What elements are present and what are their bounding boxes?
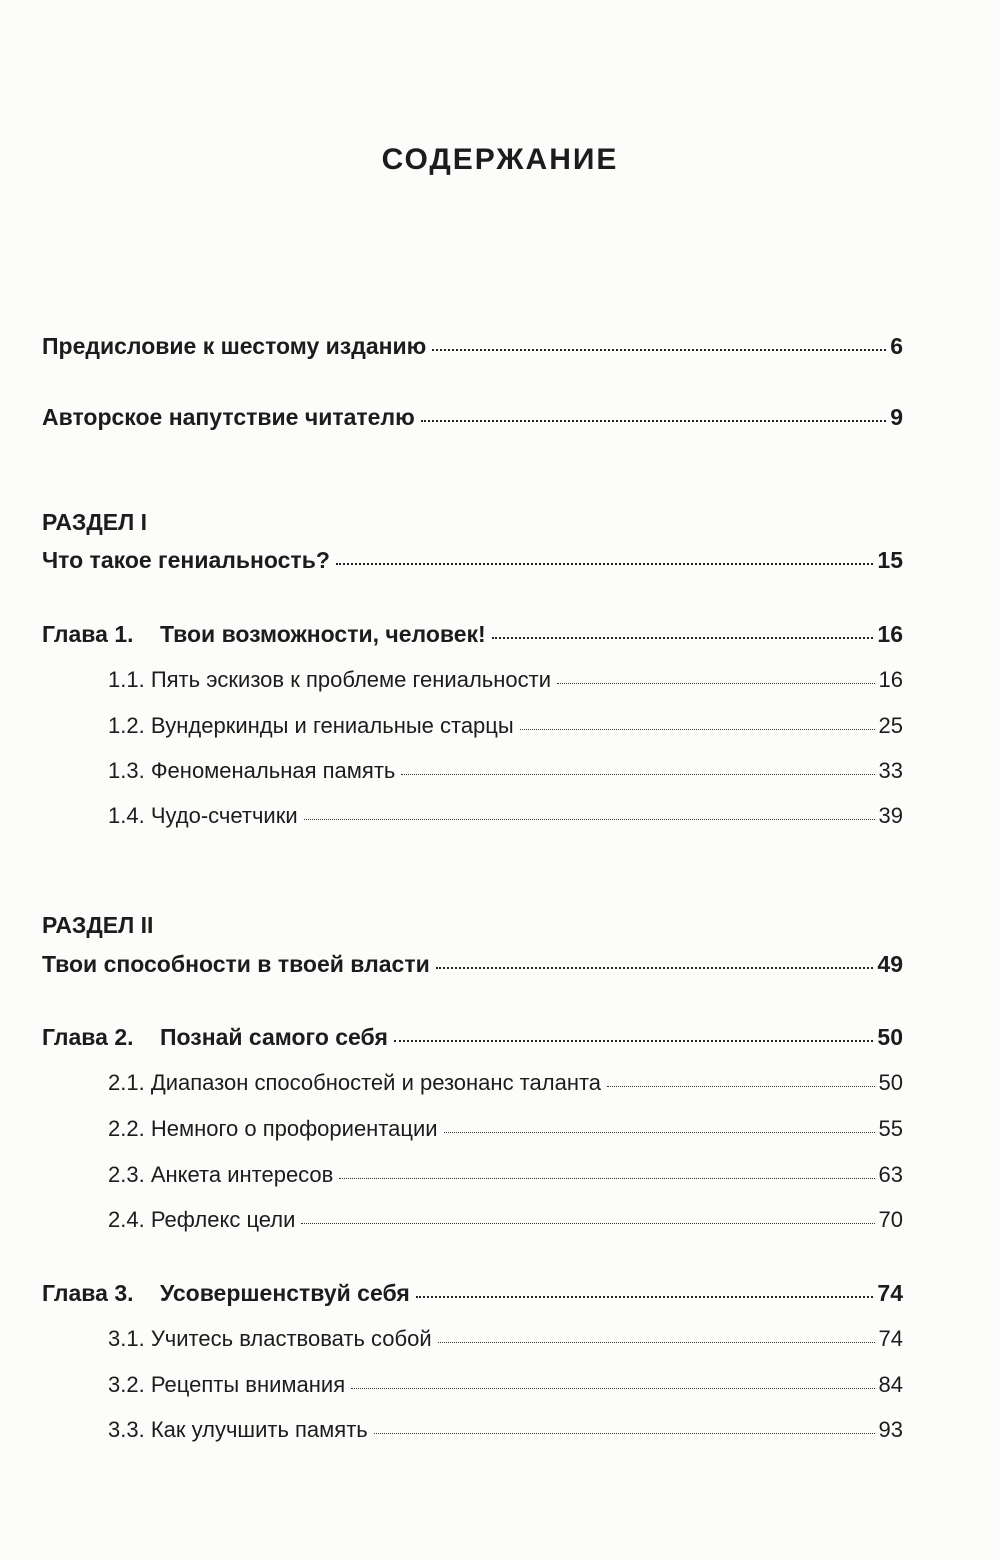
chapter-title: Твои возможности, человек! xyxy=(160,621,486,647)
toc-entry-chapter-2[interactable] xyxy=(42,1024,903,1051)
dot-leader xyxy=(401,774,874,775)
toc-entry-section-2[interactable] xyxy=(42,951,903,978)
subsection-number: 2.1. xyxy=(108,1070,145,1095)
toc-entry-label xyxy=(108,758,395,784)
subsection-number: 2.3. xyxy=(108,1162,145,1187)
toc-entry-2-3[interactable] xyxy=(108,1162,903,1188)
dot-leader xyxy=(607,1086,874,1087)
subsection-number: 1.3. xyxy=(108,758,145,783)
toc-entry-page: 15 xyxy=(877,547,903,573)
dot-leader xyxy=(436,967,874,969)
toc-entry-1-4[interactable] xyxy=(108,803,903,829)
toc-entry-page: 63 xyxy=(878,1162,903,1187)
chapter-title: Усовершенствуй себя xyxy=(160,1280,410,1306)
toc-entry-label: Предисловие к шестому изданию xyxy=(42,333,427,359)
chapter-number: Глава 2. xyxy=(42,1024,134,1050)
section-heading-2: РАЗДЕЛ II xyxy=(42,912,154,938)
dot-leader xyxy=(416,1296,874,1298)
subsection-title: Рецепты внимания xyxy=(150,1372,346,1397)
subsection-number: 1.2. xyxy=(108,713,145,738)
subsection-number: 3.2. xyxy=(108,1372,145,1397)
toc-entry-1-3[interactable] xyxy=(108,758,903,784)
dot-leader xyxy=(374,1433,875,1434)
toc-entry-label xyxy=(42,1280,410,1307)
toc-entry-label: Авторское напутствие читателю xyxy=(42,404,415,430)
toc-entry-page: 70 xyxy=(878,1207,903,1232)
page-title: СОДЕРЖАНИЕ xyxy=(381,143,619,176)
chapter-title: Познай самого себя xyxy=(160,1024,388,1050)
toc-entry-chapter-3[interactable] xyxy=(42,1280,903,1307)
toc-entry-preface[interactable] xyxy=(42,333,903,360)
toc-entry-page: 93 xyxy=(878,1417,903,1442)
subsection-number: 3.1. xyxy=(108,1326,145,1351)
toc-entry-label xyxy=(108,1372,345,1398)
toc-entry-3-2[interactable] xyxy=(108,1372,903,1398)
dot-leader xyxy=(301,1223,874,1224)
toc-entry-label xyxy=(108,1162,333,1188)
subsection-number: 2.4. xyxy=(108,1207,145,1232)
toc-entry-3-1[interactable] xyxy=(108,1326,903,1352)
subsection-title: Как улучшить память xyxy=(150,1417,368,1442)
toc-entry-chapter-1[interactable] xyxy=(42,621,903,648)
toc-entry-label xyxy=(108,1116,438,1142)
subsection-number: 1.4. xyxy=(108,803,145,828)
toc-entry-label xyxy=(108,713,514,739)
toc-entry-label xyxy=(108,1207,295,1233)
subsection-title: Анкета интересов xyxy=(150,1162,334,1187)
toc-entry-3-3[interactable] xyxy=(108,1417,903,1443)
toc-entry-page: 74 xyxy=(877,1280,903,1306)
toc-entry-page: 25 xyxy=(878,713,903,738)
toc-entry-label xyxy=(108,803,298,829)
dot-leader xyxy=(492,637,874,639)
toc-entry-label xyxy=(108,667,551,693)
dot-leader xyxy=(444,1132,875,1133)
chapter-number: Глава 3. xyxy=(42,1280,134,1306)
subsection-title: Диапазон способностей и резонанс таланта xyxy=(150,1070,602,1095)
dot-leader xyxy=(557,683,875,684)
toc-entry-page: 49 xyxy=(877,951,903,977)
subsection-title: Чудо-счетчики xyxy=(150,803,298,828)
dot-leader xyxy=(432,349,886,351)
dot-leader xyxy=(336,563,874,565)
toc-entry-1-2[interactable] xyxy=(108,713,903,739)
subsection-title: Феноменальная память xyxy=(150,758,396,783)
subsection-title: Пять эскизов к проблеме гениальности xyxy=(150,667,551,692)
toc-entry-label: Твои способности в твоей власти xyxy=(42,951,430,977)
dot-leader xyxy=(339,1178,874,1179)
subsection-title: Учитесь властвовать собой xyxy=(150,1326,432,1351)
dot-leader xyxy=(438,1342,875,1343)
toc-entry-label xyxy=(108,1326,432,1352)
toc-entry-page: 39 xyxy=(878,803,903,828)
dot-leader xyxy=(304,819,875,820)
dot-leader xyxy=(351,1388,874,1389)
toc-entry-page: 9 xyxy=(890,404,903,430)
toc-entry-2-4[interactable] xyxy=(108,1207,903,1233)
dot-leader xyxy=(520,729,875,730)
toc-entry-2-1[interactable] xyxy=(108,1070,903,1096)
toc-entry-label xyxy=(108,1417,368,1443)
chapter-number: Глава 1. xyxy=(42,621,134,647)
subsection-number: 2.2. xyxy=(108,1116,145,1141)
subsection-title: Немного о профориентации xyxy=(150,1116,438,1141)
subsection-title: Рефлекс цели xyxy=(150,1207,296,1232)
subsection-number: 3.3. xyxy=(108,1417,145,1442)
toc-entry-page: 55 xyxy=(878,1116,903,1141)
toc-entry-2-2[interactable] xyxy=(108,1116,903,1142)
toc-entry-label xyxy=(42,621,486,648)
toc-entry-author-note[interactable] xyxy=(42,404,903,431)
toc-entry-label xyxy=(108,1070,601,1096)
toc-entry-page: 16 xyxy=(877,621,903,647)
subsection-number: 1.1. xyxy=(108,667,145,692)
toc-entry-label xyxy=(42,1024,388,1051)
toc-entry-page: 50 xyxy=(877,1024,903,1050)
toc-entry-page: 74 xyxy=(878,1326,903,1351)
toc-entry-page: 50 xyxy=(878,1070,903,1095)
toc-entry-page: 84 xyxy=(878,1372,903,1397)
section-heading-1: РАЗДЕЛ I xyxy=(42,509,147,535)
toc-entry-section-1[interactable] xyxy=(42,547,903,574)
toc-entry-page: 6 xyxy=(890,333,903,359)
dot-leader xyxy=(394,1040,874,1042)
toc-entry-1-1[interactable] xyxy=(108,667,903,693)
subsection-title: Вундеркинды и гениальные старцы xyxy=(150,713,514,738)
toc-entry-page: 16 xyxy=(878,667,903,692)
dot-leader xyxy=(421,420,886,422)
toc-entry-page: 33 xyxy=(878,758,903,783)
toc-entry-label: Что такое гениальность? xyxy=(42,547,330,573)
